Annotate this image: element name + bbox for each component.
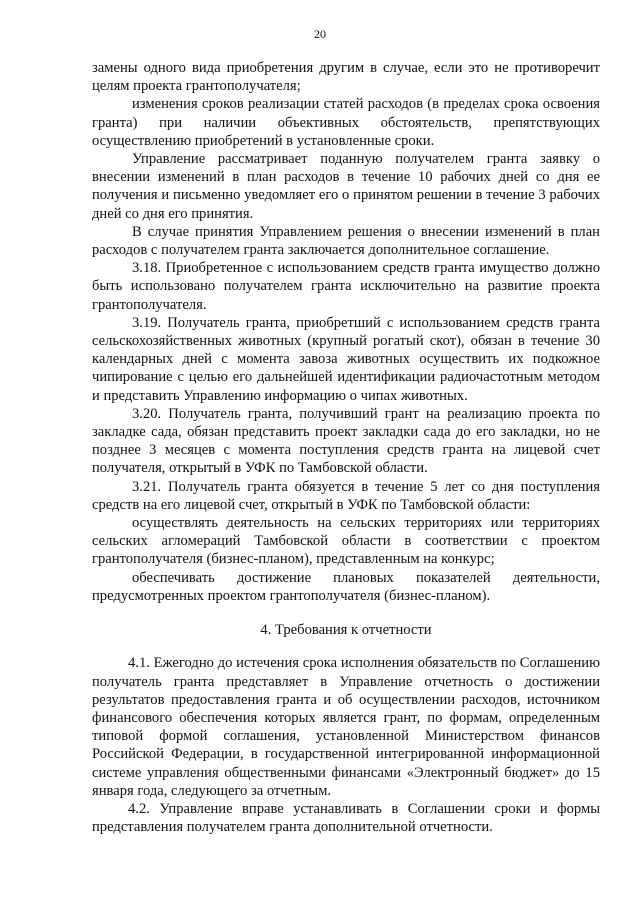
- section-heading-reporting: 4. Требования к отчетности: [260, 622, 432, 639]
- paragraph-3-19: 3.19. Получатель гранта, приобретший с использованием средств гранта сельскохозяйственных животных (крупный рогатый скот), обязан в течение 30 календарных дней с момента завоза животных осуществить их подкожное чипирование с целью его дальнейшей идентификации радиочастотным методом и представить Управлению информацию о чипах животных.: [92, 314, 600, 404]
- document-body: [92, 59, 600, 836]
- page-number: 20: [314, 27, 326, 41]
- paragraph-3-18: 3.18. Приобретенное с использованием средств гранта имущество должно быть использовано получателем гранта исключительно на развитие проекта грантополучателя.: [92, 260, 600, 313]
- paragraph-4-2: 4.2. Управление вправе устанавливать в Соглашении сроки и формы представления получателем гранта дополнительной отчетности.: [92, 800, 600, 836]
- paragraph-3-20: 3.20. Получатель гранта, получивший грант на реализацию проекта по закладке сада, обязан представить проект закладки сада до его закладки, но не позднее 3 месяцев с момента поступления средств гранта на лицевой счет получателя, открытый в УФК по Тамбовской области.: [92, 405, 600, 477]
- paragraph-4-1: 4.1. Ежегодно до истечения срока исполнения обязательств по Соглашению получатель гранта представляет в Управление отчетность о достижении результатов предоставления гранта и об осуществлении расходов, источником финансового обеспечения которых является грант, по формам, определенным типовой формой соглашения, установленной Министерством финансов Российской Федерации, в государственной интегрированной информационной системе управления общественными финансами «Электронный бюджет» до 15 января года, следующего за отчетным.: [92, 655, 600, 799]
- paragraph-schedule-change-clause: изменения сроков реализации статей расходов (в пределах срока освоения гранта) при наличии объективных обстоятельств, препятствующих осуществлению приобретений в установленные сроки.: [92, 96, 600, 149]
- paragraph-additional-agreement: В случае принятия Управлением решения о внесении изменений в план расходов с получателем гранта заключается дополнительное соглашение.: [92, 223, 600, 259]
- paragraph-3-21-obligation-indicators: обеспечивать достижение плановых показателей деятельности, предусмотренных проектом грантополучателя (бизнес-планом).: [92, 569, 600, 604]
- paragraph-replacement-clause: замены одного вида приобретения другим в случае, если это не противоречит целям проекта грантополучателя;: [92, 60, 600, 95]
- paragraph-3-21-obligation-activity: осуществлять деятельность на сельских территориях или территориях сельских агломераций Тамбовской области в соответствии с проектом грантополучателя (бизнес-планом), представленным на конкурс;: [92, 515, 600, 568]
- paragraph-review-procedure: Управление рассматривает поданную получателем гранта заявку о внесении изменений в план расходов в течение 10 рабочих дней со дня ее получения и письменно уведомляет его о принятом решении в течение 3 рабочих дней со дня его принятия.: [92, 151, 600, 222]
- paragraph-3-21: 3.21. Получатель гранта обязуется в течение 5 лет со дня поступления средств на его лицевой счет, открытый в УФК по Тамбовской области:: [92, 478, 600, 513]
